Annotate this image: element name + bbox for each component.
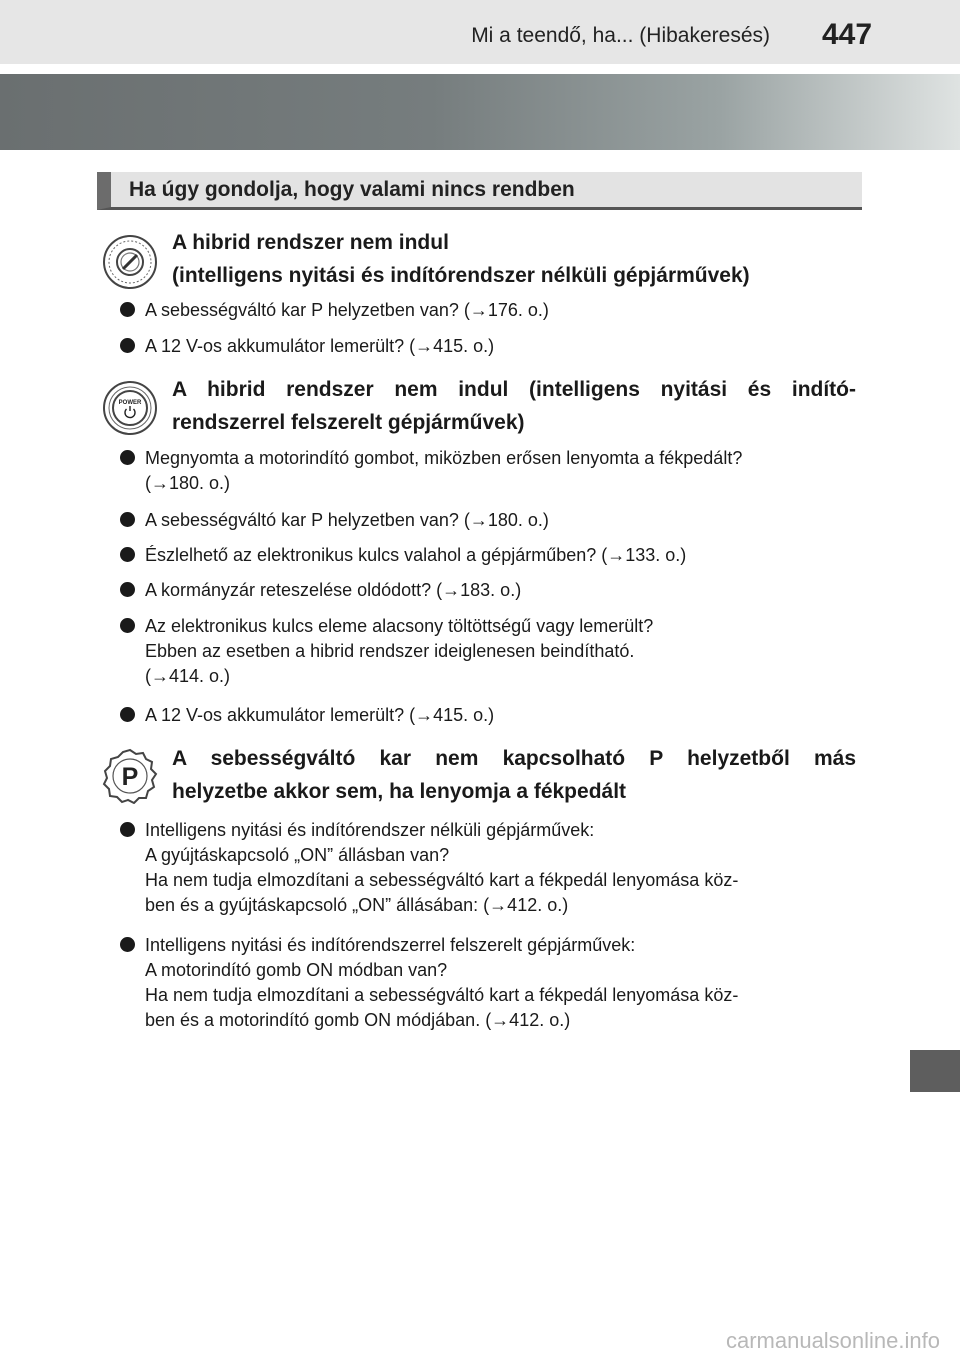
subsection-heading-hybrid-no-start-keyless: A hibrid rendszer nem indul (intelligens nyitási és indítórendszer nélküli gépjárművek) [172,231,750,287]
chapter-title: Mi a teendő, ha... (Hibakeresés) [471,24,770,47]
chapter-side-tab [910,1050,960,1092]
bullet-icon [120,338,135,353]
subsection-heading-shift-lever-stuck: A sebességváltó kar nem kapcsolható P helyzetből más helyzetbe akkor sem, ha lenyomja a fékpedált [172,747,856,803]
bullet-icon [120,582,135,597]
chapter-band [0,74,960,150]
park-label: P [121,763,139,791]
bullet-icon [120,618,135,633]
ignition-switch-icon [102,234,158,290]
watermark: carmanualsonline.info [725,1328,940,1353]
page-number: 447 [822,18,873,51]
bullet-icon [120,512,135,527]
bullet-icon [120,937,135,952]
bullet-icon [120,450,135,465]
section-header [97,172,862,210]
bullet-icon [120,547,135,562]
bullet-icon [120,302,135,317]
bullet-icon [120,822,135,837]
section-title: Ha úgy gondolja, hogy valami nincs rendben [129,178,575,201]
power-label: POWER [118,400,142,406]
bullet-icon [120,707,135,722]
power-button-icon [102,380,158,436]
park-gear-icon [102,748,158,804]
subsection-heading-hybrid-no-start-smart: A hibrid rendszer nem indul (intelligens nyitási és indító- rendszerrel felszerelt gépjárművek) [172,378,856,434]
